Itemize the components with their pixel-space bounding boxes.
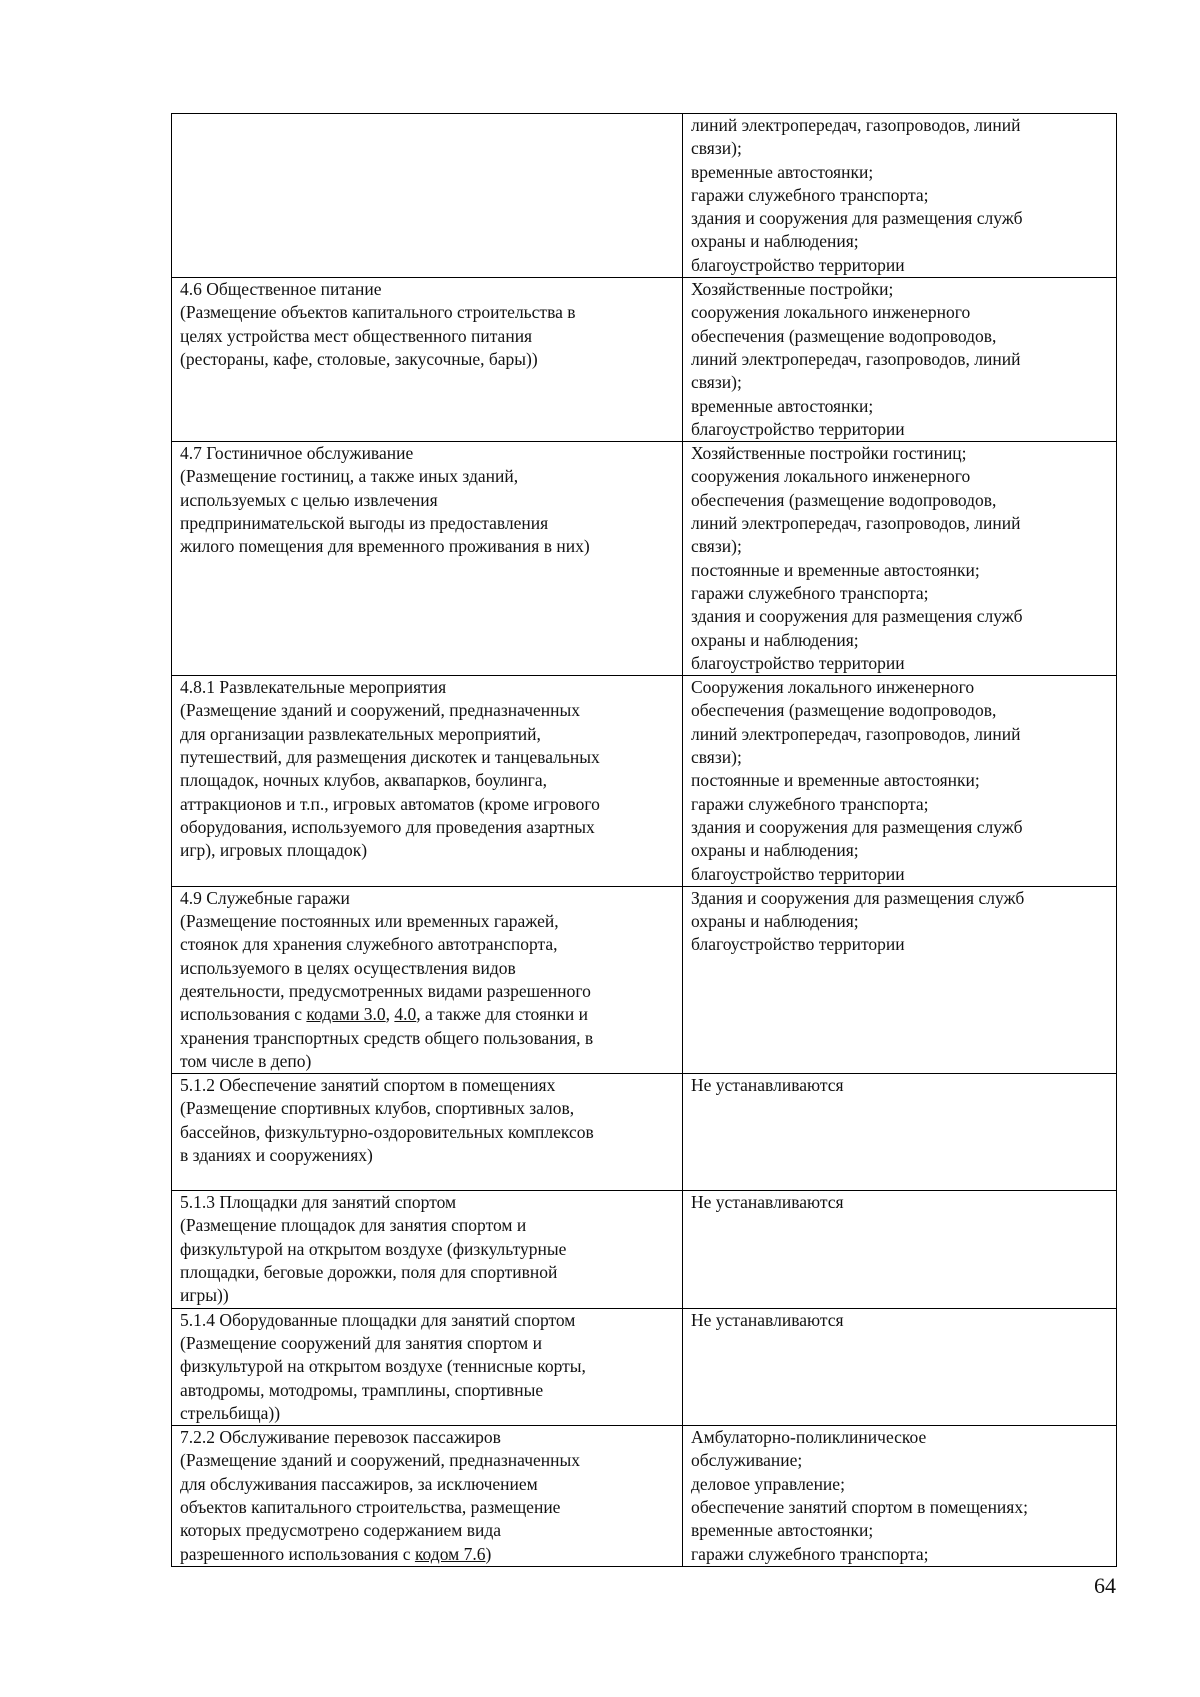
text-line: Не устанавливаются	[691, 1309, 844, 1330]
text-line: (Размещение постоянных или временных гаражей,	[180, 911, 559, 932]
text-line: для организации развлекательных мероприятий,	[180, 723, 541, 744]
auxiliary-use-cell	[683, 1426, 1117, 1567]
text-line: том числе в депо)	[180, 1050, 312, 1071]
text-line: игр), игровых площадок)	[180, 840, 368, 861]
text-line: Хозяйственные постройки гостиниц;	[691, 443, 967, 464]
text-line: благоустройство территории	[691, 418, 905, 439]
main-use-cell	[172, 1308, 683, 1425]
main-use-cell	[172, 1074, 683, 1191]
auxiliary-use-cell	[683, 114, 1117, 278]
main-use-cell	[172, 1191, 683, 1308]
text-line: линий электропередач, газопроводов, линий	[691, 513, 1021, 534]
text-line: линий электропередач, газопроводов, линий	[691, 723, 1021, 744]
text-line: автодромы, мотодромы, трамплины, спортивные	[180, 1379, 544, 1400]
table-row	[172, 1308, 1117, 1425]
text-line: аттракционов и т.п., игровых автоматов (кроме игрового	[180, 793, 600, 814]
text-line: деловое управление;	[691, 1473, 845, 1494]
auxiliary-use-cell	[683, 1074, 1117, 1191]
use-code-title: 5.1.2 Обеспечение занятий спортом в помещениях	[180, 1075, 556, 1096]
use-code-title: 7.2.2 Обслуживание перевозок пассажиров	[180, 1427, 501, 1448]
text-line: благоустройство территории	[691, 934, 905, 955]
text-line: постоянные и временные автостоянки;	[691, 770, 980, 791]
text-line: охраны и наблюдения;	[691, 231, 859, 252]
text-line: гаражи служебного транспорта;	[691, 582, 929, 603]
text-line: игры))	[180, 1285, 229, 1306]
text-fragment: использования с	[180, 1004, 307, 1025]
text-line: обеспечения (размещение водопроводов,	[691, 489, 997, 510]
text-line: Здания и сооружения для размещения служб	[691, 887, 1025, 908]
text-line: (Размещение спортивных клубов, спортивных залов,	[180, 1098, 575, 1119]
text-line	[180, 1543, 674, 1566]
text-fragment: , а также для стоянки и	[416, 1004, 588, 1025]
table-row	[172, 1426, 1117, 1567]
text-line: Амбулаторно-поликлиническое	[691, 1427, 927, 1448]
main-use-cell	[172, 442, 683, 676]
text-line: Хозяйственные постройки;	[691, 279, 894, 300]
text-line: линий электропередач, газопроводов, линий	[691, 348, 1021, 369]
main-use-cell	[172, 278, 683, 442]
text-line: временные автостоянки;	[691, 395, 874, 416]
text-line: (Размещение объектов капитального строительства в	[180, 302, 576, 323]
code-link[interactable]: кодами 3.0	[306, 1004, 386, 1025]
page-number: 64	[1094, 1573, 1116, 1598]
table-row	[172, 278, 1117, 442]
text-line: физкультурой на открытом воздухе (физкультурные	[180, 1238, 567, 1259]
use-code-title: 5.1.4 Оборудованные площадки для занятий спортом	[180, 1309, 576, 1330]
auxiliary-use-cell	[683, 676, 1117, 887]
text-line: Не устанавливаются	[691, 1192, 844, 1213]
text-line: здания и сооружения для размещения служб	[691, 816, 1023, 837]
text-line: гаражи служебного транспорта;	[691, 793, 929, 814]
auxiliary-use-cell	[683, 442, 1117, 676]
text-line: гаражи служебного транспорта;	[691, 1543, 929, 1564]
text-line: деятельности, предусмотренных видами разрешенного	[180, 980, 591, 1001]
text-fragment: ,	[385, 1004, 395, 1025]
text-line: обеспечения (размещение водопроводов,	[691, 700, 997, 721]
text-line: хранения транспортных средств общего пользования, в	[180, 1027, 594, 1048]
text-line: (Размещение зданий и сооружений, предназначенных	[180, 1450, 581, 1471]
text-line: (Размещение зданий и сооружений, предназначенных	[180, 700, 581, 721]
text-line: благоустройство территории	[691, 863, 905, 884]
text-line: обеспечения (размещение водопроводов,	[691, 325, 997, 346]
text-line: обслуживание;	[691, 1450, 803, 1471]
table-row	[172, 886, 1117, 1073]
text-line: оборудования, используемого для проведения азартных	[180, 816, 595, 837]
main-use-cell	[172, 114, 683, 278]
text-line: площадки, беговые дорожки, поля для спортивной	[180, 1262, 558, 1283]
land-use-table	[171, 113, 1117, 1567]
table-row	[172, 442, 1117, 676]
text-line: целях устройства мест общественного питания	[180, 325, 533, 346]
text-line: охраны и наблюдения;	[691, 911, 859, 932]
auxiliary-use-cell	[683, 1191, 1117, 1308]
text-line: здания и сооружения для размещения служб	[691, 606, 1023, 627]
text-line: связи);	[691, 138, 742, 159]
text-line: объектов капитального строительства, размещение	[180, 1497, 561, 1518]
text-line: используемого в целях осуществления видов	[180, 957, 516, 978]
auxiliary-use-cell	[683, 1308, 1117, 1425]
text-line	[180, 1003, 674, 1026]
text-fragment: )	[485, 1543, 492, 1564]
auxiliary-use-cell	[683, 886, 1117, 1073]
text-line: путешествий, для размещения дискотек и танцевальных	[180, 747, 600, 768]
text-line: которых предусмотрено содержанием вида	[180, 1520, 502, 1541]
use-code-title: 4.8.1 Развлекательные мероприятия	[180, 677, 447, 698]
table-row	[172, 676, 1117, 887]
text-line: (Размещение площадок для занятия спортом и	[180, 1215, 527, 1236]
text-line: для обслуживания пассажиров, за исключением	[180, 1473, 538, 1494]
text-line: временные автостоянки;	[691, 1520, 874, 1541]
main-use-cell	[172, 886, 683, 1073]
main-use-cell	[172, 1426, 683, 1567]
text-line: бассейнов, физкультурно-оздоровительных комплексов	[180, 1121, 594, 1142]
text-line: охраны и наблюдения;	[691, 840, 859, 861]
table-row	[172, 114, 1117, 278]
text-line: (Размещение гостиниц, а также иных зданий,	[180, 466, 519, 487]
text-line: благоустройство территории	[691, 652, 905, 673]
text-line: Сооружения локального инженерного	[691, 677, 975, 698]
main-use-cell	[172, 676, 683, 887]
text-line: благоустройство территории	[691, 254, 905, 275]
text-line: стрельбища))	[180, 1402, 281, 1423]
auxiliary-use-cell	[683, 278, 1117, 442]
text-line: предпринимательской выгоды из предоставления	[180, 513, 549, 534]
text-line: временные автостоянки;	[691, 161, 874, 182]
text-line: физкультурой на открытом воздухе (теннисные корты,	[180, 1356, 586, 1377]
text-line: постоянные и временные автостоянки;	[691, 559, 980, 580]
text-fragment: разрешенного использования с	[180, 1543, 415, 1564]
text-line: в зданиях и сооружениях)	[180, 1145, 373, 1166]
text-line: здания и сооружения для размещения служб	[691, 208, 1023, 229]
table-row	[172, 1191, 1117, 1308]
text-line: линий электропередач, газопроводов, линий	[691, 115, 1021, 135]
use-code-title: 4.6 Общественное питание	[180, 279, 382, 300]
text-line: обеспечение занятий спортом в помещениях;	[691, 1497, 1028, 1518]
text-line: площадок, ночных клубов, аквапарков, боулинга,	[180, 770, 547, 791]
text-line: связи);	[691, 536, 742, 557]
use-code-title: 5.1.3 Площадки для занятий спортом	[180, 1192, 457, 1213]
use-code-title: 4.9 Служебные гаражи	[180, 887, 350, 908]
text-line: связи);	[691, 372, 742, 393]
text-line: стоянок для хранения служебного автотранспорта,	[180, 934, 558, 955]
code-link[interactable]: 4.0	[394, 1004, 417, 1025]
text-line: гаражи служебного транспорта;	[691, 184, 929, 205]
text-line: (Размещение сооружений для занятия спортом и	[180, 1332, 542, 1353]
text-line: Не устанавливаются	[691, 1075, 844, 1096]
text-line: охраны и наблюдения;	[691, 629, 859, 650]
code-link[interactable]: кодом 7.6	[414, 1543, 486, 1564]
text-line: (рестораны, кафе, столовые, закусочные, бары))	[180, 348, 538, 369]
text-line: используемых с целью извлечения	[180, 489, 438, 510]
text-line: жилого помещения для временного проживания в них)	[180, 536, 590, 557]
table-row	[172, 1074, 1117, 1191]
text-line: сооружения локального инженерного	[691, 466, 971, 487]
text-line: связи);	[691, 747, 742, 768]
text-line: сооружения локального инженерного	[691, 302, 971, 323]
use-code-title: 4.7 Гостиничное обслуживание	[180, 443, 414, 464]
